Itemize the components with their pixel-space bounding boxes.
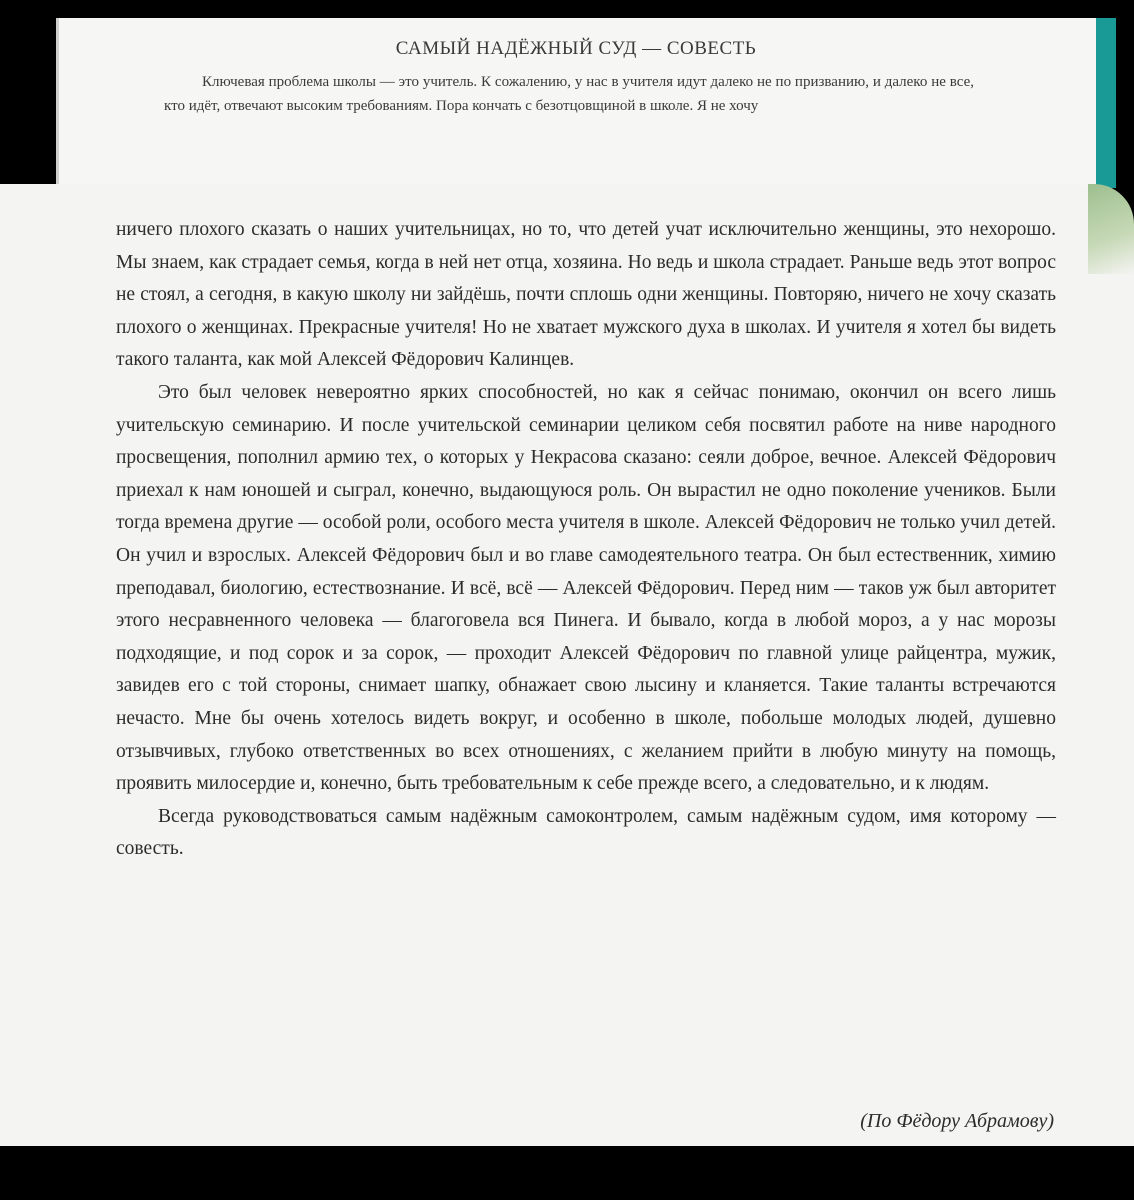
paragraph-1: ничего плохого сказать о наших учительницах, но то, что детей учат исключительно женщины, это нехорошо. Мы знаем, как страдает семья, когда в ней нет отца, хозяина. Но ведь и школа страдает. Раньше ведь этот вопрос не стоял, а сегодня, в какую школу ни зайдёшь, почти сплошь одни женщины. Повторяю, ничего не хочу сказать плохого о женщинах. Прекрасные учителя! Но не хватает мужского духа в школах. И учителя я хотел бы видеть такого таланта, как мой Алексей Фёдорович Калинцев.	[116, 219, 1056, 371]
intro-paragraph	[164, 70, 974, 118]
page-title: САМЫЙ НАДЁЖНЫЙ СУД — СОВЕСТЬ	[395, 38, 757, 59]
article-body	[116, 214, 1056, 866]
paragraph-2: Это был человек невероятно ярких способностей, но как я сейчас понимаю, окончил он всего лишь учительскую семинарию. И после учительской семинарии целиком себя посвятил работе на ниве народного просвещения, пополнил армию тех, о которых у Некрасова сказано: сеяли доброе, вечное. Алексей Фёдорович приехал к нам юношей и сыграл, конечно, выдающуюся роль. Он вырастил не одно поколение учеников. Были тогда времена другие — особой роли, особого места учителя в школе. Алексей Фёдорович не только учил детей. Он учил и взрослых. Алексей Фёдорович был и во главе самодеятельного театра. Он был естественник, химию преподавал, биологию, естествознание. И всё, всё — Алексей Фёдорович. Перед ним — таков уж был авторитет этого несравненного человека — благоговела вся Пинега. И бывало, когда в любой мороз, а у нас морозы подходящие, и под сорок и за сорок, — проходит Алексей Фёдорович по главной улице райцентра, мужик, завидев его с той стороны, снимает шапку, обнажает свою лысину и кланяется. Такие таланты встречаются нечасто. Мне бы очень хотелось видеть вокруг, и особенно в школе, побольше молодых людей, душевно отзывчивых, глубоко ответственных во всех отношениях, с желанием прийти в любую минуту на помощь, проявить милосердие и, конечно, быть требовательным к себе прежде всего, а следовательно, и к людям.	[116, 381, 1056, 795]
intro-text: Ключевая проблема школы — это учитель. К сожалению, у нас в учителя идут далеко не по призванию, и далеко не все, кто идёт, отвечают высоким требованиям. Пора кончать с безотцовщиной в школе. Я не хочу	[164, 74, 974, 114]
author-attribution: (По Фёдору Абрамову)	[860, 1110, 1054, 1132]
page-tab-marker	[1096, 18, 1116, 188]
corner-decoration	[1088, 184, 1134, 274]
previous-page-fragment	[56, 18, 1096, 188]
paragraph-3: Всегда руководствоваться самым надёжным самоконтролем, самым надёжным судом, имя которому — совесть.	[116, 805, 1056, 860]
